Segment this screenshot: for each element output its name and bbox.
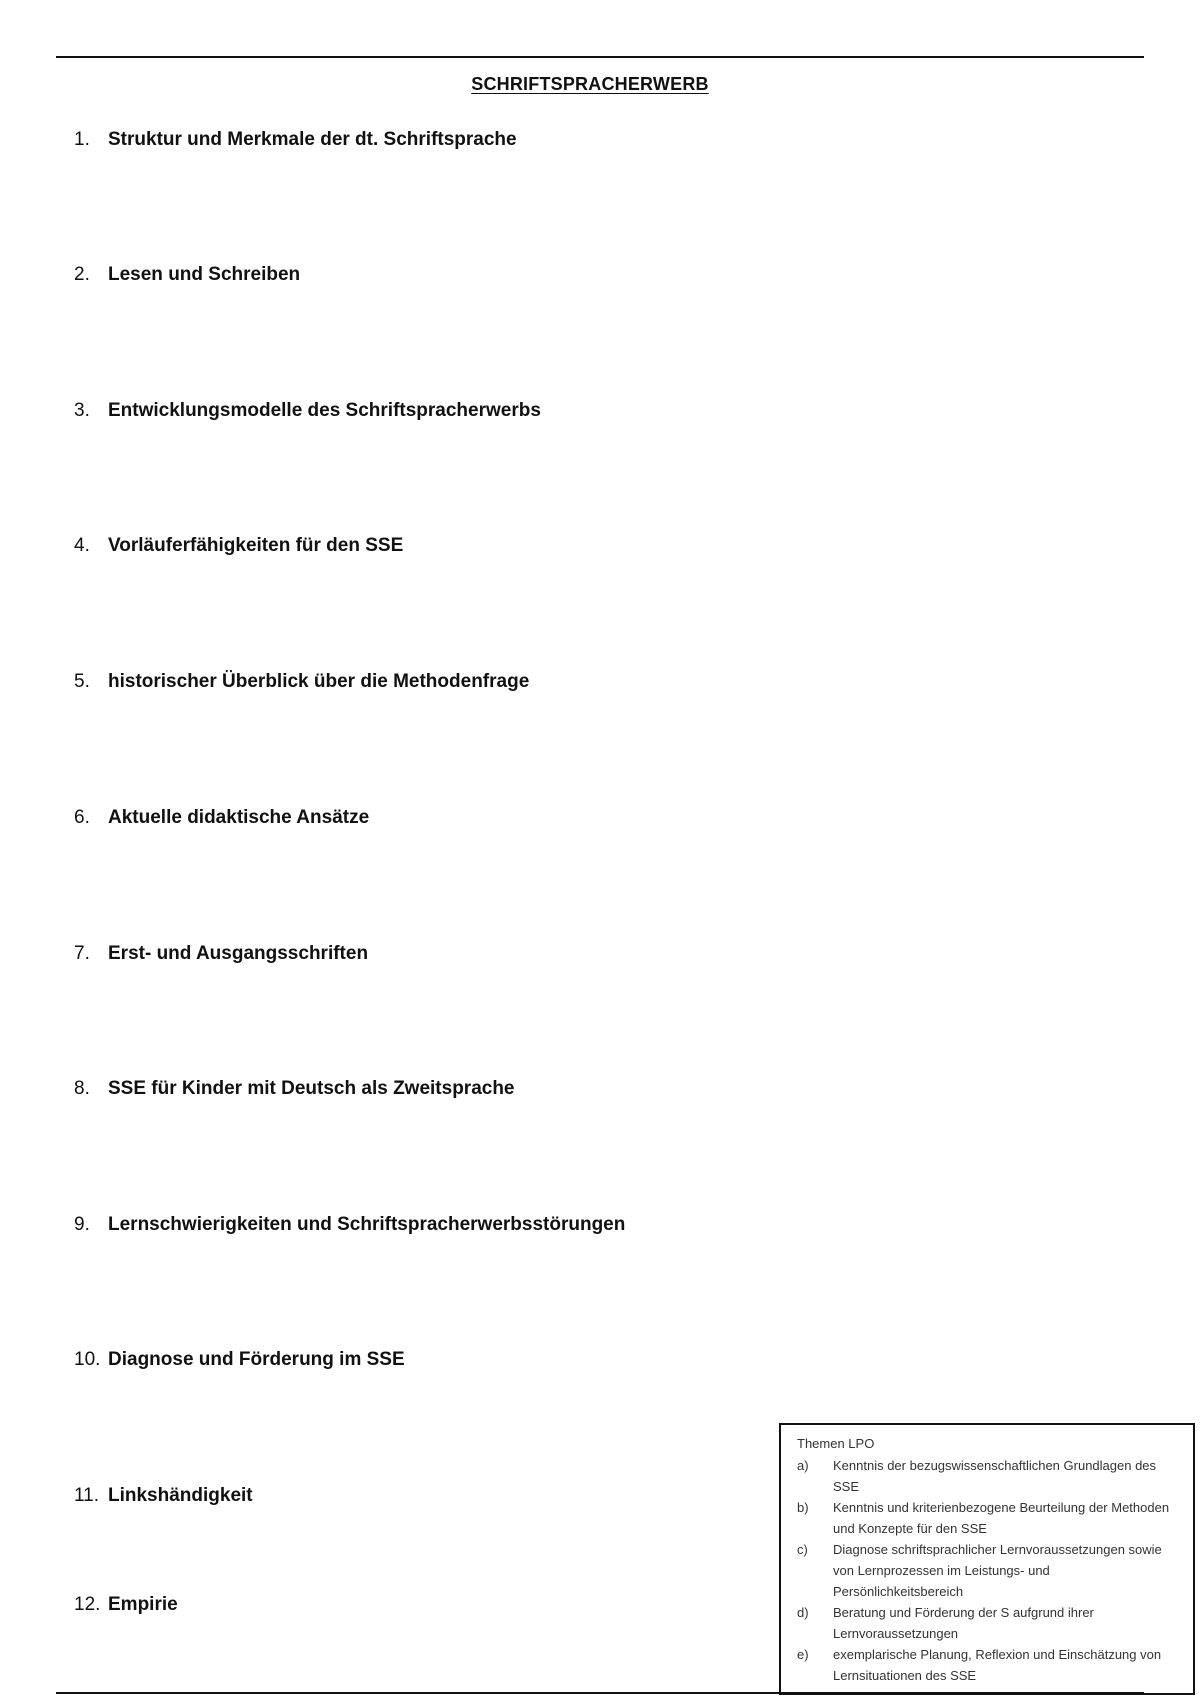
topic-number: 9. xyxy=(74,1214,90,1235)
lpo-item-letter: c) xyxy=(797,1542,808,1557)
document-title: SCHRIFTSPRACHERWERB xyxy=(471,74,709,94)
topic-label: Entwicklungsmodelle des Schriftspracherwerbs xyxy=(108,400,541,421)
topic-label: Struktur und Merkmale der dt. Schriftsprache xyxy=(108,129,517,150)
bottom-rule xyxy=(56,1692,1144,1694)
topic-number: 10. xyxy=(74,1349,101,1370)
topic-number: 7. xyxy=(74,943,90,964)
topic-label: Erst- und Ausgangsschriften xyxy=(108,943,369,964)
topic-number: 6. xyxy=(74,807,90,828)
lpo-item-letter: e) xyxy=(797,1647,809,1662)
lpo-topics-box xyxy=(779,1423,1195,1695)
lpo-item xyxy=(797,1602,1183,1644)
top-rule xyxy=(56,56,1144,58)
topic-label: Vorläuferfähigkeiten für den SSE xyxy=(108,535,404,556)
topic-label: Diagnose und Förderung im SSE xyxy=(108,1349,405,1370)
lpo-list xyxy=(797,1455,1183,1686)
topic-item xyxy=(74,1214,625,1236)
topic-item xyxy=(74,671,529,693)
topic-number: 11. xyxy=(74,1485,100,1506)
topic-item xyxy=(74,943,368,965)
topic-number: 8. xyxy=(74,1078,90,1099)
topic-item xyxy=(74,400,541,422)
topic-item xyxy=(74,807,369,829)
topic-number: 12. xyxy=(74,1594,101,1615)
lpo-item xyxy=(797,1539,1183,1602)
lpo-item xyxy=(797,1644,1183,1686)
topic-label: Linkshändigkeit xyxy=(108,1485,253,1506)
lpo-item-letter: d) xyxy=(797,1605,809,1620)
lpo-item-letter: b) xyxy=(797,1500,809,1515)
topic-item xyxy=(74,1078,515,1100)
topic-item xyxy=(74,264,300,286)
topic-number: 3. xyxy=(74,400,90,421)
topic-number: 2. xyxy=(74,264,90,285)
lpo-item xyxy=(797,1497,1183,1539)
topic-label: SSE für Kinder mit Deutsch als Zweitsprache xyxy=(108,1078,515,1099)
lpo-item-text: Kenntnis und kriterienbezogene Beurteilung der Methoden und Konzepte für den SSE xyxy=(833,1500,1170,1536)
lpo-item-text: Kenntnis der bezugswissenschaftlichen Grundlagen des SSE xyxy=(833,1458,1157,1494)
lpo-item-text: Diagnose schriftsprachlicher Lernvoraussetzungen sowie von Lernprozessen im Leistungs- und Persönlichkeitsbereich xyxy=(833,1542,1162,1599)
topic-number: 1. xyxy=(74,129,90,150)
topic-number: 4. xyxy=(74,535,90,556)
lpo-item-text: Beratung und Förderung der S aufgrund ihrer Lernvoraussetzungen xyxy=(833,1605,1094,1641)
lpo-item xyxy=(797,1455,1183,1497)
topic-item xyxy=(74,1594,178,1616)
topic-label: Lernschwierigkeiten und Schriftspracherwerbsstörungen xyxy=(108,1214,626,1235)
lpo-item-text: exemplarische Planung, Reflexion und Einschätzung von Lernsituationen des SSE xyxy=(833,1647,1162,1683)
lpo-heading: Themen LPO xyxy=(797,1436,875,1451)
topic-item xyxy=(74,129,517,151)
topic-label: Lesen und Schreiben xyxy=(108,264,301,285)
topic-item xyxy=(74,1485,253,1507)
topic-item xyxy=(74,1349,405,1371)
lpo-item-letter: a) xyxy=(797,1458,809,1473)
topic-item xyxy=(74,535,403,557)
topic-label: Aktuelle didaktische Ansätze xyxy=(108,807,370,828)
topic-number: 5. xyxy=(74,671,90,692)
topic-label: historischer Überblick über die Methodenfrage xyxy=(108,671,530,692)
topic-label: Empirie xyxy=(108,1594,178,1615)
